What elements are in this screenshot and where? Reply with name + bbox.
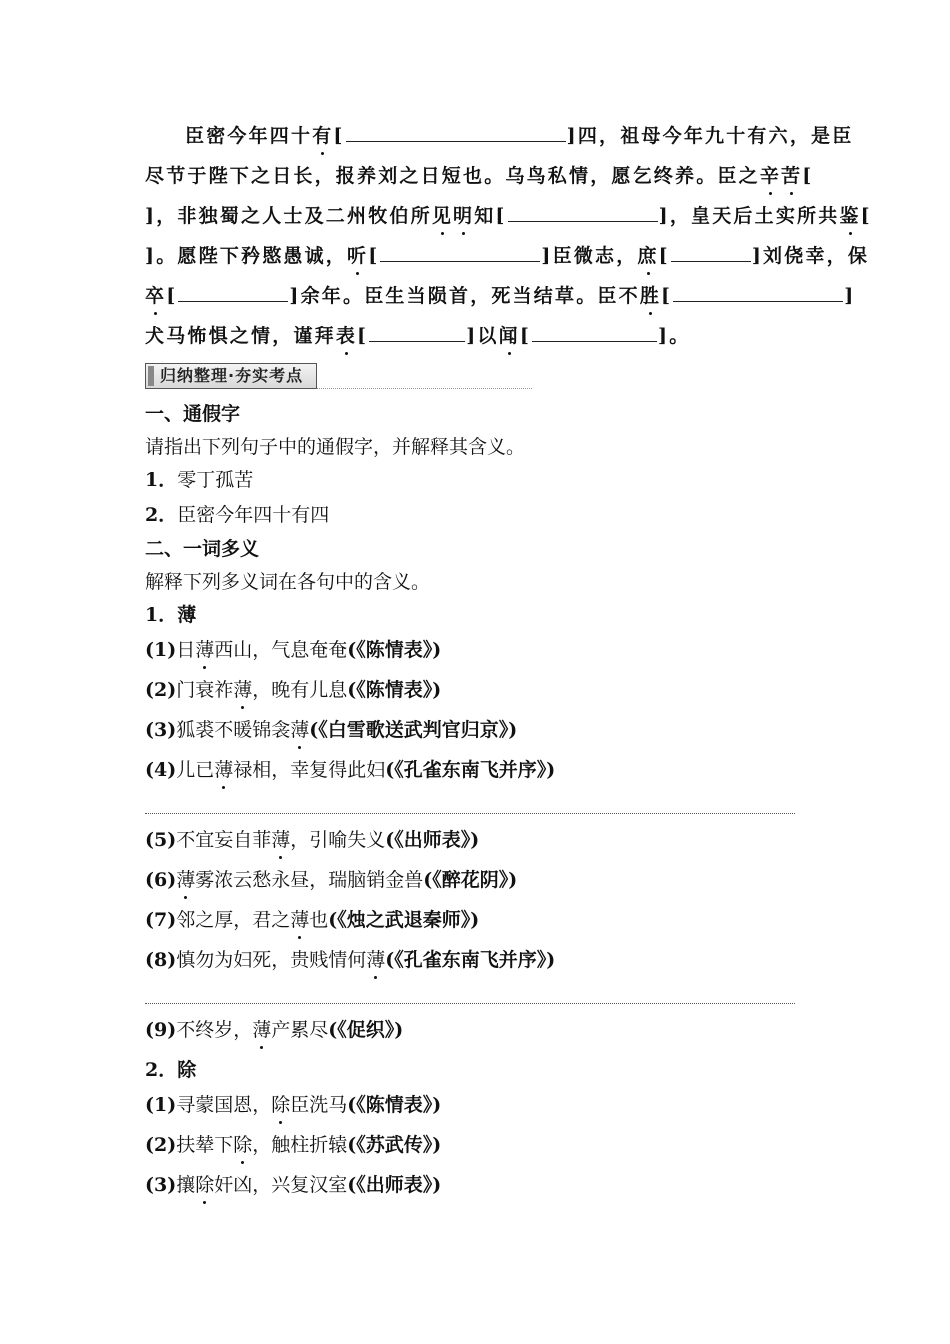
passage-line-1: 臣密今年四十有[ ]四，祖母今年九十有六，是臣 xyxy=(145,122,853,150)
example-item: (3)狐裘不暖锦衾薄(《白雪歌送武判官归京》) xyxy=(145,716,517,744)
passage-line-5: 卒[ ]余年。臣生当陨首，死当结草。臣不胜[ ] xyxy=(145,282,855,310)
answer-blank[interactable] xyxy=(508,203,658,222)
word-heading-chu: 2．除 xyxy=(145,1059,197,1081)
answer-blank[interactable] xyxy=(178,283,288,302)
example-item: (7)邻之厚，君之薄也(《烛之武退秦师》) xyxy=(145,906,479,934)
example-item: (8)慎勿为妇死，贵贱情何薄(《孔雀东南飞并序》) xyxy=(145,946,555,974)
word-heading-bao: 1．薄 xyxy=(145,604,197,626)
example-item: (9)不终岁，薄产累尽(《促织》) xyxy=(145,1016,403,1044)
answer-blank[interactable] xyxy=(380,243,540,262)
answer-blank[interactable] xyxy=(673,283,843,302)
passage-line-2: 尽节于陛下之日长，报养刘之日短也。乌鸟私情，愿乞终养。臣之辛苦[ xyxy=(145,162,813,190)
answer-divider xyxy=(145,813,795,814)
example-item: (1)寻蒙国恩，除臣洗马(《陈情表》) xyxy=(145,1091,441,1119)
answer-blank[interactable] xyxy=(346,123,566,142)
passage-line-4: ]。愿陛下矜愍愚诚，听[ ]臣微志，庶[ ]刘侥幸，保 xyxy=(145,242,869,270)
answer-divider xyxy=(145,1003,795,1004)
example-item: (1)日薄西山，气息奄奄(《陈情表》) xyxy=(145,636,441,664)
answer-blank[interactable] xyxy=(532,323,657,342)
passage-line-6: 犬马怖惧之情，谨拜表[ ]以闻[ ]。 xyxy=(145,322,690,350)
section-banner: 归纳整理·夯实考点 xyxy=(145,363,317,389)
banner-divider xyxy=(317,388,532,389)
example-item: (2)门衰祚薄，晚有儿息(《陈情表》) xyxy=(145,676,441,704)
example-item: (6)薄雾浓云愁永昼，瑞脑销金兽(《醉花阴》) xyxy=(145,866,517,894)
question-item: 1．零丁孤苦 xyxy=(145,469,254,491)
example-item: (3)攘除奸凶，兴复汉室(《出师表》) xyxy=(145,1171,441,1199)
passage-line-3: ]，非独蜀之人士及二州牧伯所见明知[ ]，皇天后土实所共鉴[ xyxy=(145,202,872,230)
example-item: (2)扶辇下除，触柱折辕(《苏武传》) xyxy=(145,1131,441,1159)
question-item: 2．臣密今年四十有四 xyxy=(145,504,330,526)
banner-tab-icon xyxy=(148,366,154,386)
instruction-text: 解释下列多义词在各句中的含义。 xyxy=(145,571,431,593)
section-heading-yiciduoyi: 二、一词多义 xyxy=(145,538,260,560)
answer-blank[interactable] xyxy=(369,323,465,342)
example-item: (4)儿已薄禄相，幸复得此妇(《孔雀东南飞并序》) xyxy=(145,756,555,784)
answer-blank[interactable] xyxy=(671,243,751,262)
instruction-text: 请指出下列句子中的通假字，并解释其含义。 xyxy=(145,436,526,458)
example-item: (5)不宜妄自菲薄，引喻失义(《出师表》) xyxy=(145,826,479,854)
section-heading-tongjiazi: 一、通假字 xyxy=(145,403,241,425)
